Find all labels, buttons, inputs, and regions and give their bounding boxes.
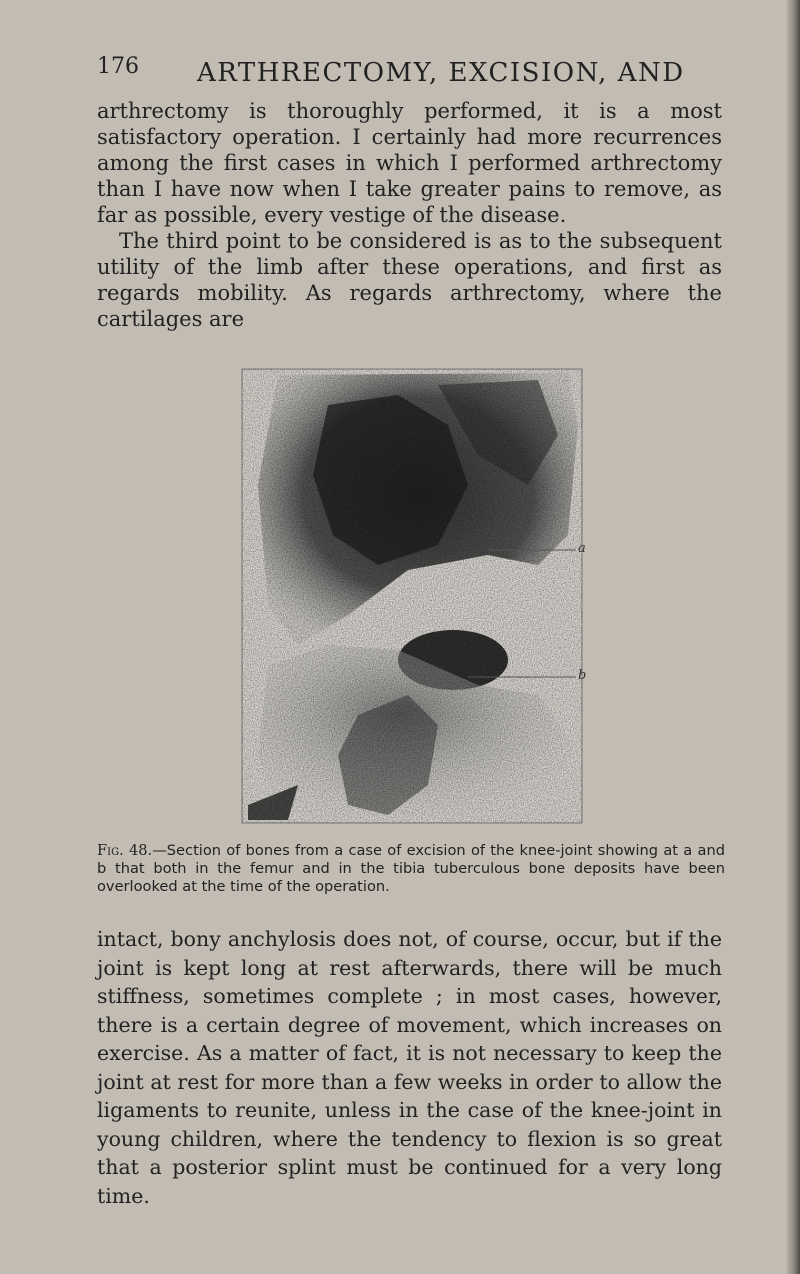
caption-text: —Section of bones from a case of excision of the knee-joint showing at a and b that both in the femur and in the tibia tuberculous bone deposits have been overlooked at the time of the operation. [97, 842, 725, 895]
body-text-top [97, 98, 722, 332]
figure-label-b: b [578, 668, 587, 683]
book-spine-edge [786, 0, 800, 1274]
figure-label-a: a [578, 541, 586, 556]
body-text-bottom [97, 925, 722, 1210]
caption-figure-number: Fig. 48. [97, 842, 153, 859]
running-title: ARTHRECTOMY, EXCISION, AND [197, 58, 685, 88]
paragraph: arthrectomy is thoroughly performed, it is a most satisfactory operation. I certainly had more recurrences among the first cases in which I performed arthrectomy than I have now when I take greater pains to remove, as far as possible, every vestige of the disease. [97, 99, 722, 227]
bone-section-figure [238, 365, 588, 827]
running-head [97, 54, 717, 94]
paragraph: intact, bony anchylosis does not, of course, occur, but if the joint is kept long at rest afterwards, there will be much stiffness, sometimes complete ; in most cases, however, there is a certain degree of movement, which increases on exercise. As a matter of fact, it is not necessary to keep the joint at rest for more than a few weeks in order to allow the ligaments to reunite, unless in the case of the knee-joint in young children, where the tendency to flexion is so great that a posterior splint must be continued for a very long time. [97, 927, 722, 1208]
paragraph: The third point to be considered is as to the subsequent utility of the limb after these operations, and first as regards mobility. As regards arthrectomy, where the cartilages are [97, 229, 722, 331]
page-number: 176 [97, 54, 139, 79]
bone-section-illustration [238, 365, 588, 827]
figure-caption [97, 842, 725, 896]
